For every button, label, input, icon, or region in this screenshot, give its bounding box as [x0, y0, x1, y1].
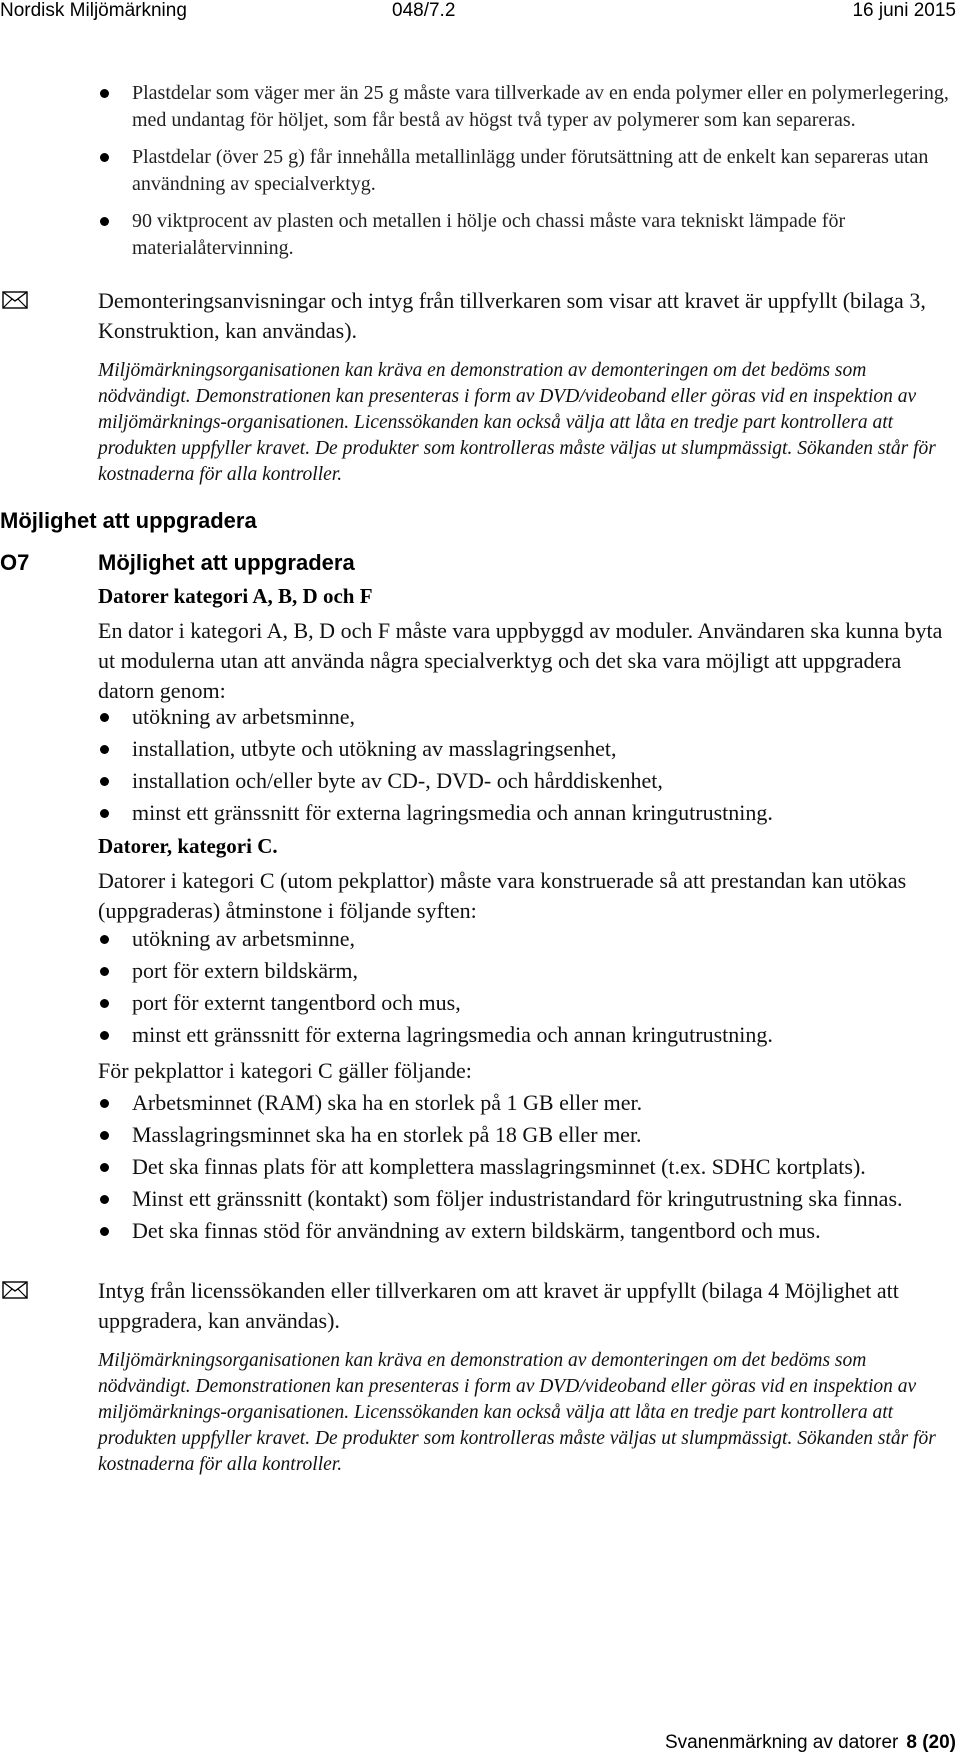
- plastic-requirements-list: [98, 80, 958, 262]
- list-item: 90 viktprocent av plasten och metallen i hölje och chassi måste vara tekniskt lämpade för materialåtervinning.: [98, 208, 958, 262]
- list-item: minst ett gränssnitt för externa lagringsmedia och annan kringutrustning.: [98, 798, 958, 828]
- list-item: installation och/eller byte av CD-, DVD- och hårddiskenhet,: [98, 766, 958, 796]
- subheading-abdf: Datorer kategori A, B, D och F: [98, 584, 373, 608]
- list-item: Plastdelar som väger mer än 25 g måste vara tillverkade av en enda polymer eller en polymerlegering, med undantag för höljet, som får bestå av högst två typer av polymerer som kan separeras.: [98, 80, 958, 134]
- tablet-requirements-list: [98, 1088, 958, 1246]
- header-document-number: 048/7.2: [392, 0, 456, 21]
- page-footer: [0, 1732, 956, 1754]
- header-date: 16 juni 2015: [852, 0, 956, 21]
- documentation-requirement-text: Demonteringsanvisningar och intyg från tillverkaren som visar att kravet är uppfyllt (bilaga 3, Konstruktion, kan användas).: [98, 288, 926, 343]
- paragraph-tablet: För pekplattor i kategori C gäller följande:: [98, 1058, 472, 1083]
- list-item: Plastdelar (över 25 g) får innehålla metallinlägg under förutsättning att de enkelt kan separeras utan användning av specialverktyg.: [98, 144, 958, 198]
- requirement-code: O7: [0, 550, 30, 575]
- list-item: minst ett gränssnitt för externa lagringsmedia och annan kringutrustning.: [98, 1020, 958, 1050]
- footer-title: Svanenmärkning av datorer: [664, 1732, 899, 1753]
- verification-note-2: Miljömärkningsorganisationen kan kräva en demonstration av demonteringen om det bedöms som nödvändigt. Demonstrationen kan presenteras i form av DVD/videoband eller göras vid en inspektion av miljömärknings-organisationen. Licenssökanden kan också välja att låta en tredje part kontrollera att produkten uppfyller kravet. De produkter som kontrolleras måste väljas ut slumpmässigt. Sökanden står för kostnaderna för alla kontroller.: [98, 1350, 936, 1475]
- list-item: Det ska finnas plats för att komplettera masslagringsminnet (t.ex. SDHC kortplats).: [98, 1152, 958, 1182]
- envelope-icon: [2, 1281, 28, 1299]
- list-item: utökning av arbetsminne,: [98, 702, 958, 732]
- upgrade-list-abdf: [98, 702, 958, 828]
- section-heading: Möjlighet att uppgradera: [0, 508, 257, 533]
- list-item: Arbetsminnet (RAM) ska ha en storlek på 1 GB eller mer.: [98, 1088, 958, 1118]
- list-item: Masslagringsminnet ska ha en storlek på 18 GB eller mer.: [98, 1120, 958, 1150]
- envelope-icon: [2, 291, 28, 309]
- upgrade-list-c: [98, 924, 958, 1050]
- documentation-requirement-text: Intyg från licenssökanden eller tillverkaren om att kravet är uppfyllt (bilaga 4 Möjlighet att uppgradera, kan användas).: [98, 1278, 899, 1333]
- subheading-c: Datorer, kategori C.: [98, 834, 278, 858]
- header-organization: Nordisk Miljömärkning: [0, 0, 187, 21]
- requirement-title: Möjlighet att uppgradera: [98, 550, 355, 575]
- list-item: port för extern bildskärm,: [98, 956, 958, 986]
- verification-note-1: Miljömärkningsorganisationen kan kräva en demonstration av demonteringen om det bedöms som nödvändigt. Demonstrationen kan presenteras i form av DVD/videoband eller göras vid en inspektion av miljömärknings-organisationen. Licenssökanden kan också välja att låta en tredje part kontrollera att produkten uppfyller kravet. De produkter som kontrolleras måste väljas ut slumpmässigt. Sökanden står för kostnaderna för alla kontroller.: [98, 360, 936, 485]
- list-item: installation, utbyte och utökning av masslagringsenhet,: [98, 734, 958, 764]
- page-header: [0, 0, 960, 26]
- paragraph-c: Datorer i kategori C (utom pekplattor) måste vara konstruerade så att prestandan kan utökas (uppgraderas) åtminstone i följande syften:: [98, 868, 907, 923]
- paragraph-abdf: En dator i kategori A, B, D och F måste vara uppbyggd av moduler. Användaren ska kunna byta ut modulerna utan att använda några specialverktyg och det ska vara möjligt att uppgradera datorn genom:: [98, 618, 943, 703]
- list-item: port för externt tangentbord och mus,: [98, 988, 958, 1018]
- page-number: 8 (20): [906, 1732, 956, 1753]
- list-item: Minst ett gränssnitt (kontakt) som följer industristandard för kringutrustning ska finnas.: [98, 1184, 958, 1214]
- list-item: utökning av arbetsminne,: [98, 924, 958, 954]
- list-item: Det ska finnas stöd för användning av extern bildskärm, tangentbord och mus.: [98, 1216, 958, 1246]
